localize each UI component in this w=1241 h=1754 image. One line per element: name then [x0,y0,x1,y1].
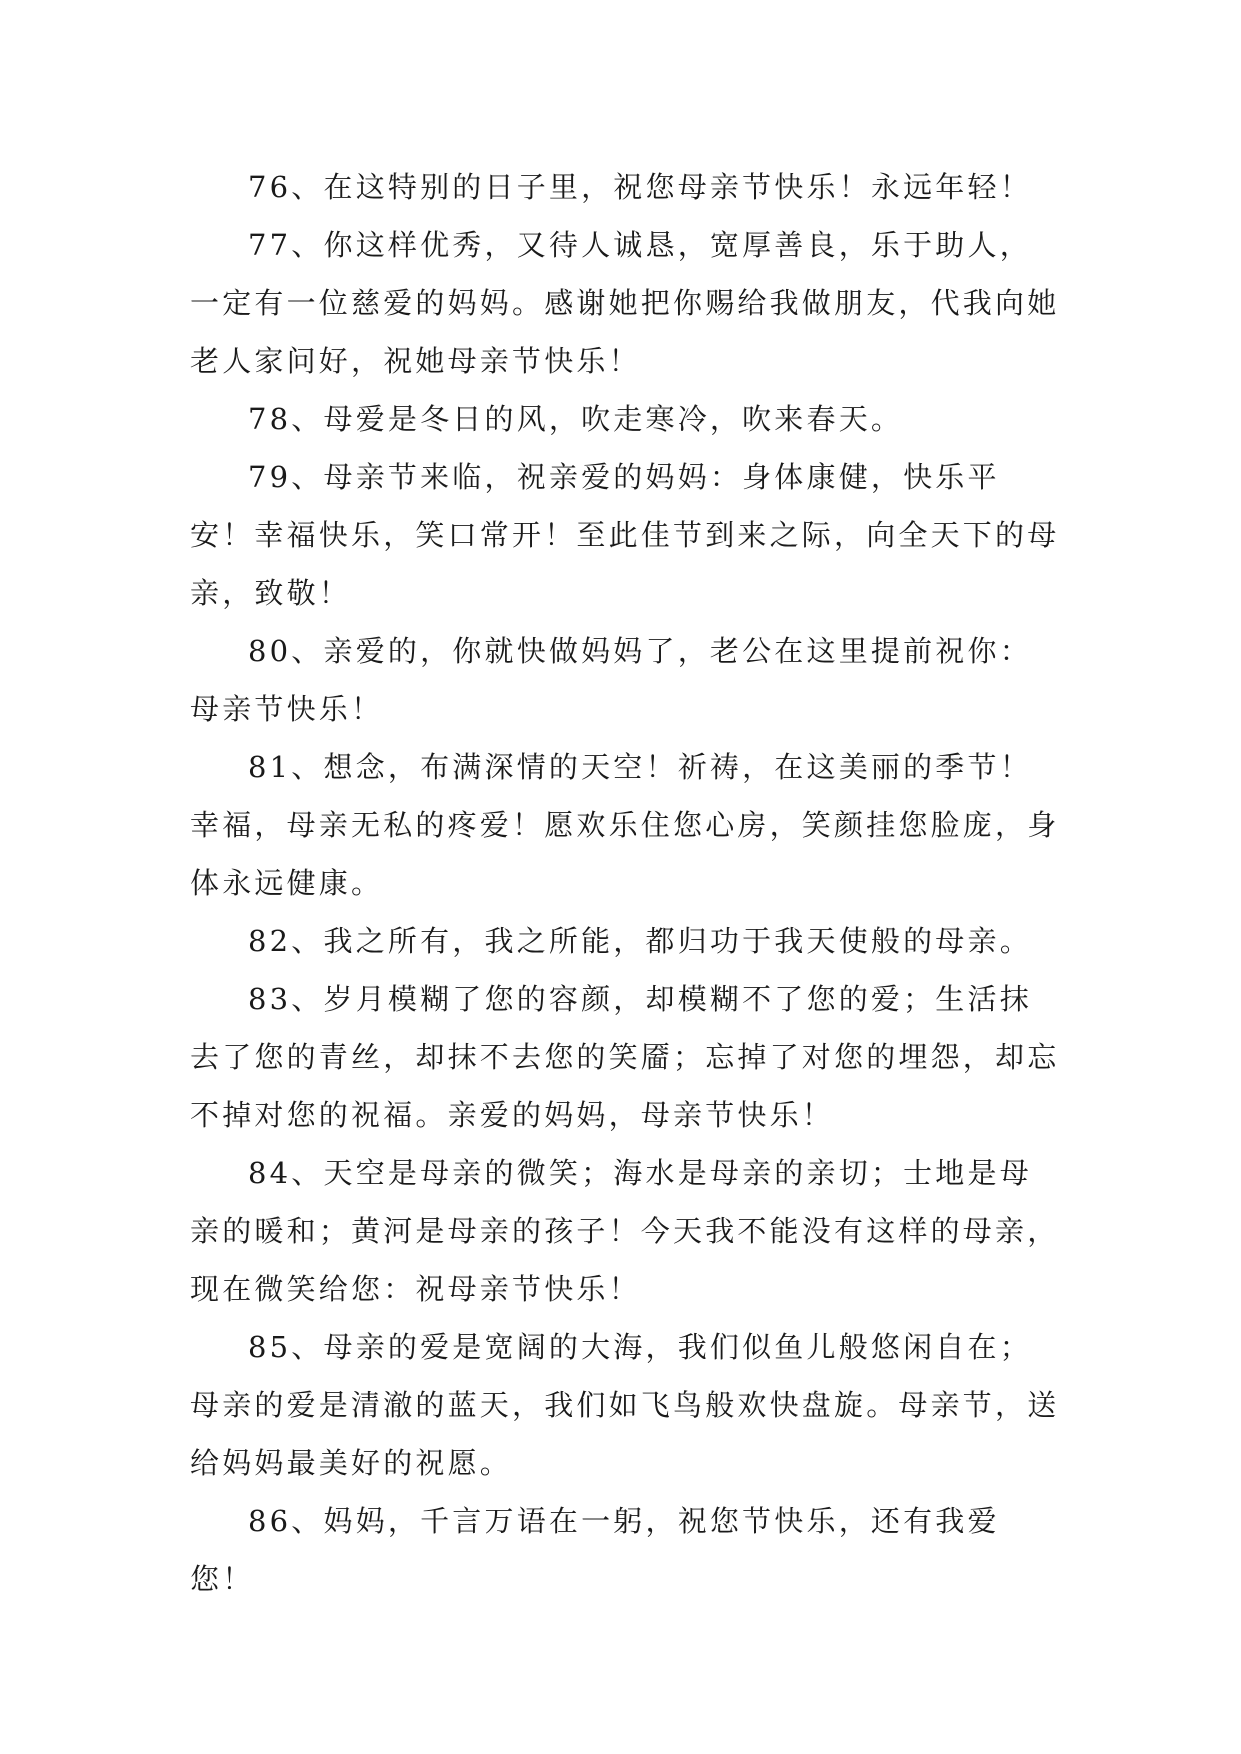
paragraph-77: 77、你这样优秀，又待人诚恳，宽厚善良，乐于助人，一定有一位慈爱的妈妈。感谢她把你赐给我做朋友，代我向她老人家问好，祝她母亲节快乐！ [190,228,1060,378]
paragraph-84: 84、天空是母亲的微笑；海水是母亲的亲切；士地是母亲的暖和；黄河是母亲的孩子！今天我不能没有这样的母亲，现在微笑给您：祝母亲节快乐！ [190,1156,1060,1306]
paragraph-79: 79、母亲节来临，祝亲爱的妈妈：身体康健，快乐平安！幸福快乐，笑口常开！至此佳节到来之际，向全天下的母亲，致敬！ [190,460,1060,610]
paragraph-83: 83、岁月模糊了您的容颜，却模糊不了您的爱；生活抹去了您的青丝，却抹不去您的笑靥；忘掉了对您的埋怨，却忘不掉对您的祝福。亲爱的妈妈，母亲节快乐！ [190,982,1060,1132]
paragraph-78: 78、母爱是冬日的风，吹走寒冷，吹来春天。 [248,402,904,436]
paragraph-81: 81、想念，布满深情的天空！祈祷，在这美丽的季节！幸福，母亲无私的疼爱！愿欢乐住您心房，笑颜挂您脸庞，身体永远健康。 [190,750,1060,900]
paragraph-85: 85、母亲的爱是宽阔的大海，我们似鱼儿般悠闲自在；母亲的爱是清澈的蓝天，我们如飞鸟般欢快盘旋。母亲节，送给妈妈最美好的祝愿。 [190,1330,1060,1480]
document-body [190,158,1060,1608]
paragraph-76: 76、在这特别的日子里，祝您母亲节快乐！永远年轻！ [248,170,1032,204]
paragraph-86: 86、妈妈，千言万语在一躬，祝您节快乐，还有我爱您！ [190,1504,1000,1596]
paragraph-82: 82、我之所有，我之所能，都归功于我天使般的母亲。 [248,924,1032,958]
paragraph-80: 80、亲爱的，你就快做妈妈了，老公在这里提前祝你：母亲节快乐！ [190,634,1032,726]
